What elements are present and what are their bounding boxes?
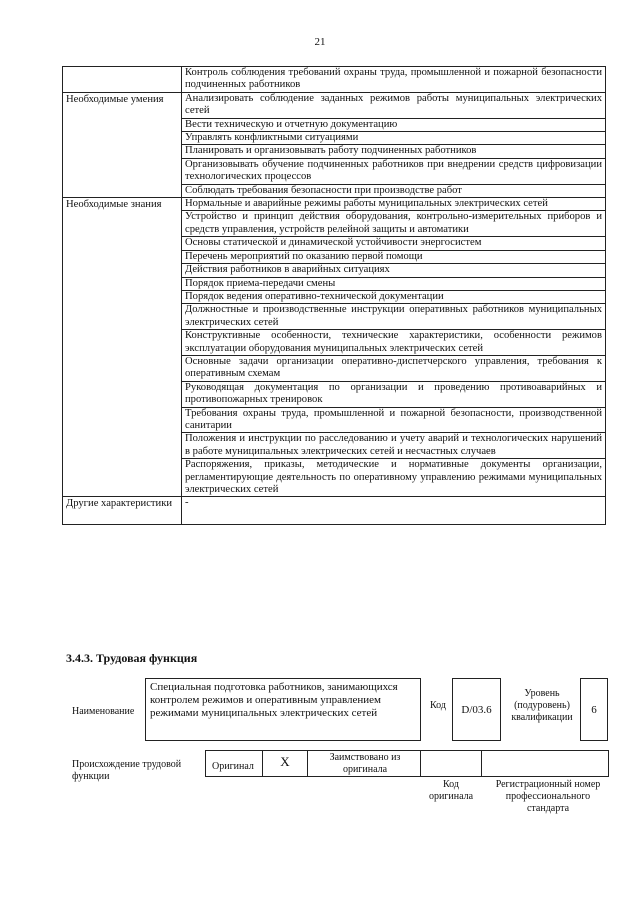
row-item: Порядок ведения оперативно-технической документации — [182, 290, 606, 303]
row-item: Положения и инструкции по расследованию и учету аварий и технологических нарушений в работе муниципальных электрических сетей и несчастных случаев — [182, 433, 606, 459]
original-label: Оригинал — [212, 761, 254, 772]
row-label: Необходимые знания — [63, 198, 182, 497]
level-value: 6 — [580, 678, 608, 741]
table-row — [63, 198, 606, 211]
original-mark: X — [280, 754, 290, 769]
code-value: D/03.6 — [452, 678, 501, 741]
row-item: Планировать и организовывать работу подчиненных работников — [182, 145, 606, 158]
row-item: Должностные и производственные инструкции оперативных работников муниципальных электрических сетей — [182, 304, 606, 330]
row-item: Устройство и принцип действия оборудования, контрольно-измерительных приборов и средств управления, устройств релейной защиты и автоматики — [182, 211, 606, 237]
row-item: Перечень мероприятий по оказанию первой помощи — [182, 250, 606, 263]
row-label: Необходимые умения — [63, 92, 182, 197]
row-item: Анализировать соблюдение заданных режимов работы муниципальных электрических сетей — [182, 92, 606, 118]
row-label — [63, 67, 182, 93]
section-title: 3.4.3. Трудовая функция — [66, 651, 198, 665]
row-item: Руководящая документация по организации и проведению противоаварийных и противопожарных тренировок — [182, 381, 606, 407]
name-value: Специальная подготовка работников, занимающихся контролем режимов и оперативным управлением режимами муниципальных электрических сетей — [150, 681, 398, 719]
row-item: Порядок приема-передачи смены — [182, 277, 606, 290]
row-item: Нормальные и аварийные режимы работы муниципальных электрических сетей — [182, 198, 606, 211]
code-label: Код — [430, 700, 446, 711]
reg-number-caption: Регистрационный номер профессионального стандарта — [495, 779, 601, 814]
table-row — [63, 92, 606, 118]
skills-knowledge-table — [62, 66, 606, 525]
table-row — [63, 497, 606, 525]
origin-label: Происхождение трудовой функции — [72, 759, 182, 782]
code-original-cell — [420, 750, 482, 777]
row-item: Действия работников в аварийных ситуациях — [182, 264, 606, 277]
level-label: Уровень (подуровень) квалификации — [511, 688, 573, 723]
page-number: 21 — [314, 36, 326, 48]
row-item: Управлять конфликтными ситуациями — [182, 132, 606, 145]
row-item: Вести техническую и отчетную документацию — [182, 118, 606, 131]
row-item: Организовывать обучение подчиненных работников при внедрении средств цифровизации технологических процессов — [182, 158, 606, 184]
row-item: Соблюдать требования безопасности при производстве работ — [182, 184, 606, 197]
row-item: Распоряжения, приказы, методические и нормативные документы организации, регламентирующие деятельность по оперативному управлению режимами муниципальных электрических сетей — [182, 459, 606, 497]
table-row — [63, 67, 606, 93]
name-label: Наименование — [72, 706, 135, 717]
row-item: Конструктивные особенности, технические характеристики, особенности режимов эксплуатации оборудования муниципальных электрических сетей — [182, 330, 606, 356]
row-item: Требования охраны труда, промышленной и пожарной безопасности, производственной санитарии — [182, 407, 606, 433]
row-item: Контроль соблюдения требований охраны труда, промышленной и пожарной безопасности подчиненных работников — [182, 67, 606, 93]
code-original-caption: Код оригинала — [428, 779, 474, 802]
borrowed-label: Заимствовано из оригинала — [329, 752, 401, 775]
row-item: Основные задачи организации оперативно-диспетчерского управления, требования к оперативным схемам — [182, 355, 606, 381]
name-box — [145, 678, 421, 741]
row-item: - — [182, 497, 606, 525]
row-item: Основы статической и динамической устойчивости энергосистем — [182, 237, 606, 250]
row-label: Другие характеристики — [63, 497, 182, 525]
